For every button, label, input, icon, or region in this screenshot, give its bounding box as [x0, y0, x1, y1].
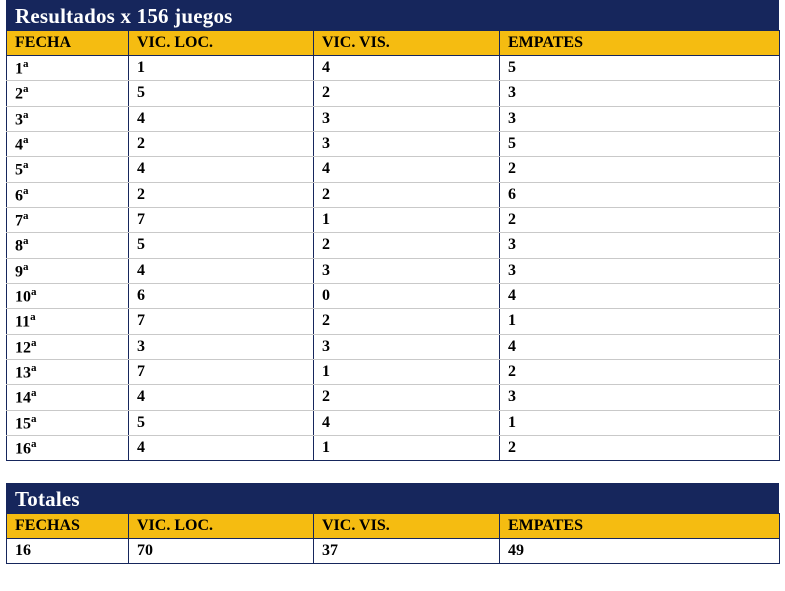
cell-vic-loc: 4	[129, 385, 314, 410]
col-header-vic-loc: VIC. LOC.	[129, 514, 314, 539]
cell-vic-loc: 4	[129, 435, 314, 460]
cell-vic-vis: 1	[314, 207, 500, 232]
cell-empates: 2	[500, 359, 780, 384]
fecha-number: 2	[15, 85, 23, 103]
cell-fecha	[7, 283, 129, 308]
cell-fecha	[7, 207, 129, 232]
cell-empates: 3	[500, 81, 780, 106]
cell-empates: 2	[500, 157, 780, 182]
fecha-number: 8	[15, 237, 23, 255]
block-spacer	[0, 461, 785, 483]
cell-fecha	[7, 81, 129, 106]
col-header-vic-vis: VIC. VIS.	[314, 31, 500, 56]
cell-empates: 3	[500, 258, 780, 283]
fecha-number: 6	[15, 186, 23, 204]
totals-table-header	[7, 514, 780, 539]
col-header-vic-loc: VIC. LOC.	[129, 31, 314, 56]
table-row	[7, 157, 780, 182]
results-table	[6, 30, 780, 461]
col-header-empates: EMPATES	[500, 514, 780, 539]
results-table-body	[7, 56, 780, 461]
cell-vic-vis: 3	[314, 334, 500, 359]
fecha-number: 10	[15, 288, 31, 306]
col-header-fechas: FECHAS	[7, 514, 129, 539]
cell-empates: 3	[500, 233, 780, 258]
totals-block	[6, 483, 779, 564]
cell-vic-vis: 4	[314, 157, 500, 182]
table-header-row	[7, 31, 780, 56]
cell-empates: 5	[500, 131, 780, 156]
table-row	[7, 56, 780, 81]
cell-fechas: 16	[7, 539, 129, 564]
cell-fecha	[7, 359, 129, 384]
table-row	[7, 435, 780, 460]
fecha-number: 12	[15, 338, 31, 356]
table-row	[7, 106, 780, 131]
cell-fecha	[7, 435, 129, 460]
cell-vic-vis: 2	[314, 81, 500, 106]
fecha-number: 3	[15, 110, 23, 128]
col-header-empates: EMPATES	[500, 31, 780, 56]
cell-fecha	[7, 131, 129, 156]
table-row	[7, 283, 780, 308]
cell-vic-vis: 3	[314, 131, 500, 156]
table-row	[7, 309, 780, 334]
cell-empates: 4	[500, 334, 780, 359]
col-header-fecha: FECHA	[7, 31, 129, 56]
fecha-ordinal: a	[23, 83, 29, 96]
cell-vic-vis: 2	[314, 182, 500, 207]
cell-vic-loc: 7	[129, 359, 314, 384]
cell-vic-vis: 0	[314, 283, 500, 308]
fecha-number: 11	[15, 313, 31, 331]
cell-empates: 1	[500, 410, 780, 435]
cell-vic-loc: 5	[129, 81, 314, 106]
cell-empates: 2	[500, 435, 780, 460]
cell-fecha	[7, 56, 129, 81]
cell-empates: 1	[500, 309, 780, 334]
table-row	[7, 233, 780, 258]
cell-vic-loc: 4	[129, 157, 314, 182]
cell-vic-vis: 4	[314, 410, 500, 435]
totals-title: Totales	[6, 483, 779, 513]
cell-vic-vis: 1	[314, 435, 500, 460]
cell-empates: 6	[500, 182, 780, 207]
cell-vic-loc: 2	[129, 182, 314, 207]
fecha-ordinal: a	[30, 311, 36, 324]
fecha-ordinal: a	[31, 412, 37, 425]
fecha-number: 13	[15, 364, 31, 382]
cell-empates: 49	[500, 539, 780, 564]
cell-vic-loc: 4	[129, 258, 314, 283]
fecha-ordinal: a	[23, 209, 29, 222]
fecha-ordinal: a	[31, 361, 37, 374]
cell-vic-vis: 2	[314, 385, 500, 410]
cell-fecha	[7, 182, 129, 207]
table-row	[7, 410, 780, 435]
fecha-number: 14	[15, 389, 31, 407]
cell-vic-vis: 2	[314, 233, 500, 258]
table-row	[7, 539, 780, 564]
cell-vic-vis: 4	[314, 56, 500, 81]
fecha-ordinal: a	[23, 235, 29, 248]
fecha-number: 4	[15, 136, 23, 154]
fecha-ordinal: a	[23, 58, 29, 70]
fecha-number: 9	[15, 262, 23, 280]
cell-vic-vis: 3	[314, 258, 500, 283]
fecha-number: 7	[15, 212, 23, 230]
cell-fecha	[7, 157, 129, 182]
fecha-number: 1	[15, 60, 23, 78]
cell-vic-loc: 5	[129, 410, 314, 435]
cell-vic-loc: 4	[129, 106, 314, 131]
totals-table	[6, 513, 780, 564]
cell-vic-vis: 2	[314, 309, 500, 334]
table-row	[7, 131, 780, 156]
col-header-vic-vis: VIC. VIS.	[314, 514, 500, 539]
table-row	[7, 258, 780, 283]
cell-vic-vis: 1	[314, 359, 500, 384]
fecha-number: 5	[15, 161, 23, 179]
cell-vic-loc: 2	[129, 131, 314, 156]
fecha-ordinal: a	[31, 285, 37, 298]
cell-empates: 2	[500, 207, 780, 232]
fecha-ordinal: a	[23, 260, 29, 273]
cell-vic-loc: 70	[129, 539, 314, 564]
cell-empates: 3	[500, 106, 780, 131]
table-row	[7, 385, 780, 410]
cell-fecha	[7, 258, 129, 283]
fecha-ordinal: a	[23, 159, 29, 172]
cell-vic-loc: 5	[129, 233, 314, 258]
cell-fecha	[7, 410, 129, 435]
cell-vic-vis: 37	[314, 539, 500, 564]
cell-fecha	[7, 334, 129, 359]
cell-vic-loc: 3	[129, 334, 314, 359]
totals-table-body	[7, 539, 780, 564]
fecha-number: 16	[15, 440, 31, 458]
cell-vic-vis: 3	[314, 106, 500, 131]
cell-fecha	[7, 309, 129, 334]
table-header-row	[7, 514, 780, 539]
table-row	[7, 207, 780, 232]
table-row	[7, 359, 780, 384]
table-row	[7, 81, 780, 106]
cell-vic-loc: 7	[129, 207, 314, 232]
cell-empates: 3	[500, 385, 780, 410]
fecha-ordinal: a	[31, 336, 37, 349]
cell-vic-loc: 1	[129, 56, 314, 81]
table-row	[7, 334, 780, 359]
table-row	[7, 182, 780, 207]
results-table-header	[7, 31, 780, 56]
fecha-ordinal: a	[31, 387, 37, 400]
fecha-ordinal: a	[23, 133, 29, 146]
fecha-ordinal: a	[23, 184, 29, 197]
results-title: Resultados x 156 juegos	[6, 0, 779, 30]
fecha-ordinal: a	[31, 437, 37, 450]
cell-vic-loc: 6	[129, 283, 314, 308]
results-block	[6, 0, 779, 461]
cell-fecha	[7, 106, 129, 131]
fecha-number: 15	[15, 414, 31, 432]
cell-vic-loc: 7	[129, 309, 314, 334]
cell-fecha	[7, 385, 129, 410]
cell-empates: 4	[500, 283, 780, 308]
cell-empates: 5	[500, 56, 780, 81]
fecha-ordinal: a	[23, 108, 29, 121]
cell-fecha	[7, 233, 129, 258]
